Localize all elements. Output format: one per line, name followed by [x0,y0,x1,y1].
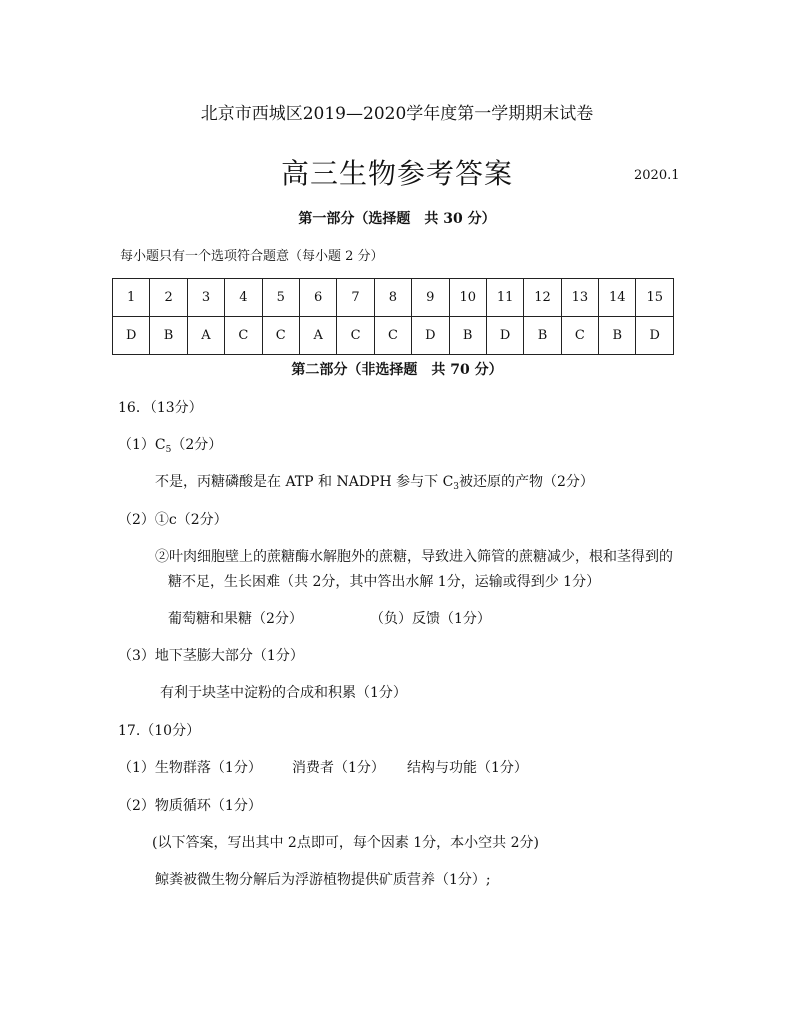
q16-sub3-detail: 有利于块茎中淀粉的合成和积累（1分） [160,685,407,701]
q16-sub1-detail-a: 不是，丙糖磷酸是在 ATP 和 NADPH 参与下 C [155,474,454,490]
answer-cell: C [225,317,262,355]
q17-title: 17.（10分） [118,723,201,739]
answer-table-number-row [113,279,674,317]
q16-sub2-extra-b: （负）反馈（1分） [370,611,491,627]
page-title: 高三生物参考答案 [280,157,513,190]
q17-sub1-b: 消费者（1分） [292,760,385,776]
question-number-cell: 6 [299,279,336,317]
q17-sub2-detail: 鲸粪被微生物分解后为浮游植物提供矿质营养（1分）; [155,872,491,888]
q17-sub1-c: 结构与功能（1分） [407,760,528,776]
question-number-cell: 12 [524,279,561,317]
answer-cell: D [113,317,150,355]
question-number-cell: 14 [599,279,636,317]
q16-sub1-detail-b: 被还原的产物（2分） [459,474,594,490]
exam-header-title: 北京市西城区2019—2020学年度第一学期期末试卷 [200,104,594,124]
question-number-cell: 2 [150,279,187,317]
question-number-cell: 8 [374,279,411,317]
q17-sub2: （2）物质循环（1分） [118,798,262,814]
part1-instruction: 每小题只有一个选项符合题意（每小题 2 分） [120,249,384,264]
answer-cell: C [262,317,299,355]
q16-sub1-detail [155,471,594,492]
question-number-cell: 13 [561,279,598,317]
answer-cell: C [337,317,374,355]
answer-cell: D [412,317,449,355]
answer-cell: B [449,317,486,355]
answer-cell: C [561,317,598,355]
answer-cell: A [299,317,336,355]
answer-cell: C [374,317,411,355]
q16-sub1 [118,434,222,455]
q16-sub2-extra-a: 葡萄糖和果糖（2分） [168,611,303,627]
question-number-cell: 3 [187,279,224,317]
part2-heading: 第二部分（非选择题 共 70 分） [291,362,503,378]
q16-sub1-score: （2分） [171,437,223,453]
q17-sub2-note: (以下答案，写出其中 2点即可，每个因素 1分，本小空共 2分) [152,835,539,851]
answer-cell: B [524,317,561,355]
part1-heading: 第一部分（选择题 共 30 分） [298,211,496,227]
answer-table [112,278,674,355]
q16-sub2-detail-line1: ②叶肉细胞壁上的蔗糖酶水解胞外的蔗糖，导致进入筛管的蔗糖减少，根和茎得到的 [155,549,673,565]
q17-sub1-a: （1）生物群落（1分） [118,760,262,776]
q16-sub1-subscript: 5 [165,445,172,455]
question-number-cell: 4 [225,279,262,317]
exam-date: 2020.1 [634,168,680,183]
question-number-cell: 9 [412,279,449,317]
answer-table-answer-row [113,317,674,355]
q16-sub3: （3）地下茎膨大部分（1分） [118,648,304,664]
q16-sub1-detail-subscript: 3 [453,482,460,492]
q16-sub1-label: （1）C [118,437,166,453]
q16-sub2-detail-line2: 糖不足，生长困难（共 2分，其中答出水解 1分，运输或得到少 1分） [168,574,601,590]
answer-cell: B [599,317,636,355]
question-number-cell: 15 [636,279,674,317]
answer-cell: D [486,317,523,355]
question-number-cell: 10 [449,279,486,317]
question-number-cell: 5 [262,279,299,317]
answer-cell: A [187,317,224,355]
q16-sub2: （2）①c（2分） [118,512,228,528]
answer-cell: D [636,317,674,355]
q16-title: 16．（13分） [118,400,203,416]
answer-cell: B [150,317,187,355]
question-number-cell: 7 [337,279,374,317]
question-number-cell: 11 [486,279,523,317]
question-number-cell: 1 [113,279,150,317]
